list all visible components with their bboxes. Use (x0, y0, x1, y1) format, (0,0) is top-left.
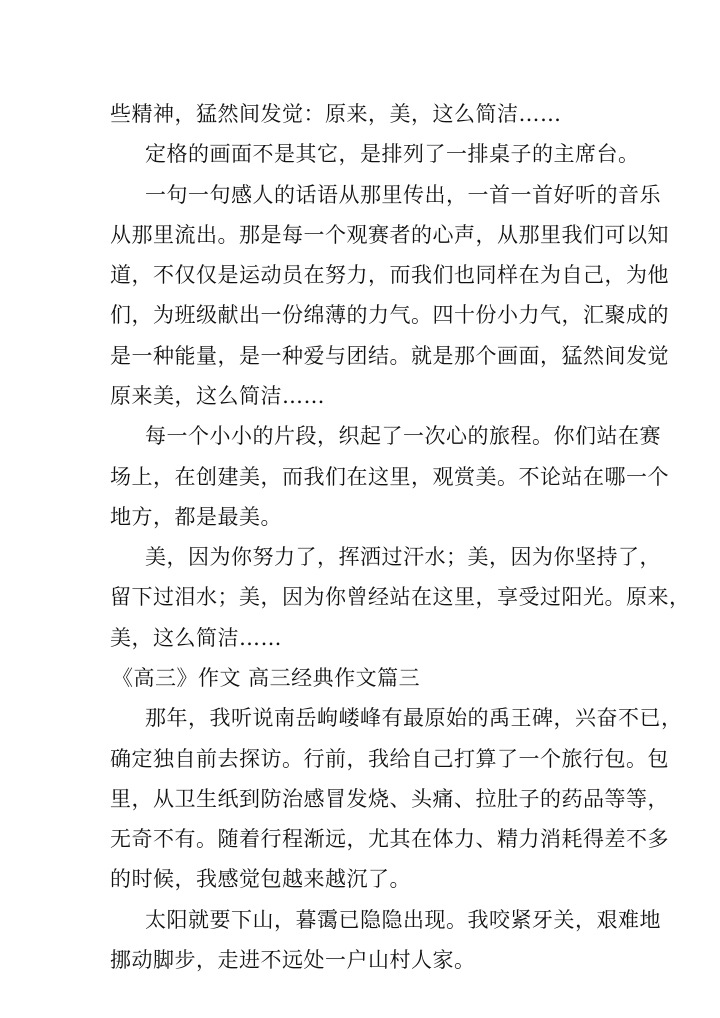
text-line: 们，为班级献出一份绵薄的力气。四十份小力气，汇聚成的 (110, 303, 669, 327)
text-line: 地方，都是最美。 (110, 505, 282, 529)
text-line: 场上，在创建美，而我们在这里，观赏美。不论站在哪一个 (110, 465, 669, 489)
text-line: 里，从卫生纸到防治感冒发烧、头痛、拉肚子的药品等等， (110, 787, 669, 811)
text-line: 无奇不有。随着行程渐远，尤其在体力、精力消耗得差不多 (110, 827, 669, 851)
text-line: 挪动脚步，走进不远处一户山村人家。 (110, 948, 476, 972)
text-line: 原来美，这么简洁…… (110, 384, 325, 408)
text-line: 留下过泪水；美，因为你曾经站在这里，享受过阳光。原来， (110, 585, 691, 609)
paragraph-first-line: 太阳就要下山，暮霭已隐隐出现。我咬紧牙关，艰难地 (145, 908, 661, 932)
paragraph-first-line: 美，因为你努力了，挥洒过汗水；美，因为你坚持了， (145, 545, 661, 569)
text-line: 从那里流出。那是每一个观赛者的心声，从那里我们可以知 (110, 223, 669, 247)
text-line: 确定独自前去探访。行前，我给自己打算了一个旅行包。包 (110, 747, 669, 771)
paragraph-first-line: 每一个小小的片段，织起了一次心的旅程。你们站在赛 (145, 424, 661, 448)
text-line: 道，不仅仅是运动员在努力，而我们也同样在为自己，为他 (110, 263, 669, 287)
paragraph-first-line: 定格的画面不是其它，是排列了一排桌子的主席台。 (145, 142, 640, 166)
paragraph-first-line: 一句一句感人的话语从那里传出，一首一首好听的音乐 (145, 183, 661, 207)
text-line: 美，这么简洁…… (110, 626, 282, 650)
text-line: 是一种能量，是一种爱与团结。就是那个画面，猛然间发觉 (110, 344, 669, 368)
paragraph-first-line: 那年，我听说南岳岣嵝峰有最原始的禹王碑，兴奋不已， (145, 706, 683, 730)
text-line: 的时候，我感觉包越来越沉了。 (110, 867, 411, 891)
section-heading: 《高三》作文 高三经典作文篇三 (112, 666, 421, 690)
text-line: 些精神，猛然间发觉：原来，美，这么简洁…… (110, 102, 562, 126)
